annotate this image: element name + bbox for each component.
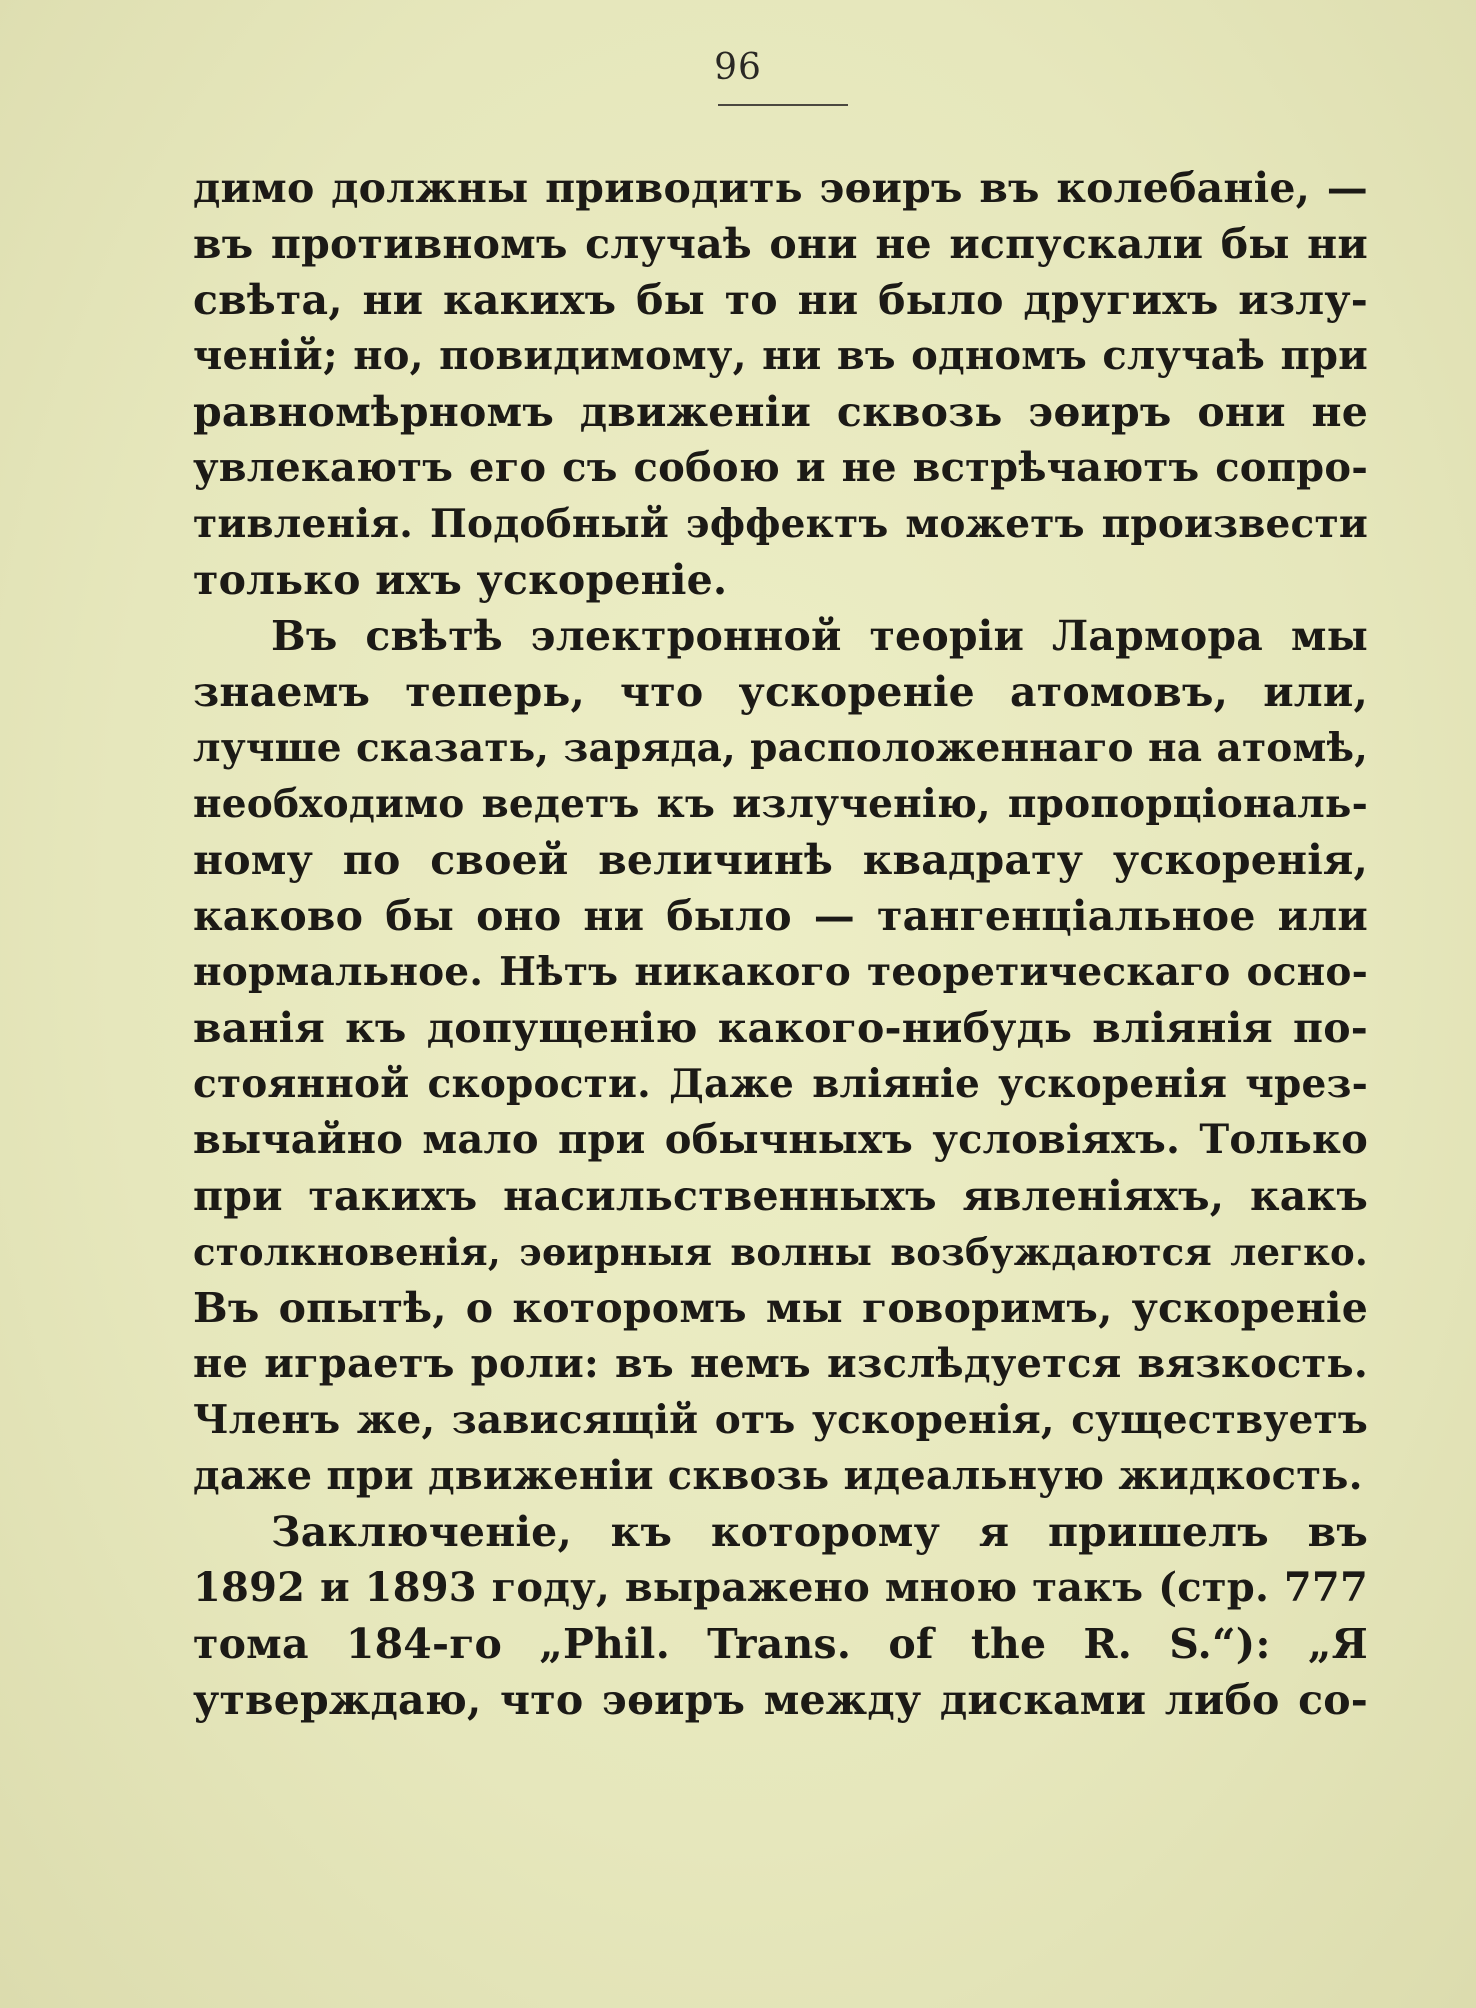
text-line: Членъ же, зависящій отъ ускоренія, существуетъ xyxy=(193,1397,1368,1443)
page-header xyxy=(0,46,1476,90)
text-line: Заключеніе, къ которому я пришелъ въ xyxy=(271,1508,1368,1556)
text-line: только ихъ ускореніе. xyxy=(193,556,728,604)
page-number: 96 xyxy=(714,47,762,88)
text-line: тома 184-го „Phil. Trans. of the R. S.“): „Я xyxy=(193,1620,1368,1668)
text-line: равномѣрномъ движеніи сквозь эѳиръ они не xyxy=(193,388,1368,436)
text-line: Въ опытѣ, о которомъ мы говоримъ, ускореніе xyxy=(193,1284,1368,1332)
text-line: тивленія. Подобный эффектъ можетъ произвести xyxy=(193,501,1368,547)
text-line: нормальное. Нѣтъ никакого теоретическаго осно- xyxy=(193,949,1368,995)
text-line: вычайно мало при обычныхъ условіяхъ. Только xyxy=(193,1116,1368,1163)
text-line: ченій; но, повидимому, ни въ одномъ случаѣ при xyxy=(193,332,1368,379)
text-line: знаемъ теперь, что ускореніе атомовъ, или, xyxy=(193,668,1368,716)
text-line: стоянной скорости. Даже вліяніе ускоренія чрез- xyxy=(193,1061,1368,1107)
text-line: свѣта, ни какихъ бы то ни было другихъ излу- xyxy=(193,276,1368,324)
text-line: лучше сказать, заряда, расположеннаго на атомѣ, xyxy=(193,725,1368,771)
text-line: утверждаю, что эѳиръ между дисками либо со- xyxy=(193,1676,1368,1724)
text-line: димо должны приводить эѳиръ въ колебаніе, — xyxy=(193,164,1368,212)
text-line: въ противномъ случаѣ они не испускали бы ни xyxy=(193,220,1368,268)
text-line: Въ свѣтѣ электронной теоріи Лармора мы xyxy=(271,612,1368,660)
text-line: ванія къ допущенію какого-нибудь вліянія по- xyxy=(193,1004,1368,1052)
text-line: при такихъ насильственныхъ явленіяхъ, какъ xyxy=(193,1172,1368,1220)
body-text xyxy=(193,160,1368,1728)
text-line: даже при движеніи сквозь идеальную жидкость. xyxy=(193,1452,1363,1499)
text-line: 1892 и 1893 году, выражено мною такъ (стр. 777 xyxy=(193,1564,1368,1611)
text-line: увлекаютъ его съ собою и не встрѣчаютъ сопро- xyxy=(193,444,1368,491)
text-line: необходимо ведетъ къ излученію, пропорціональ- xyxy=(193,781,1368,827)
text-line: столкновенія, эѳирныя волны возбуждаются легко. xyxy=(193,1230,1368,1274)
header-rule xyxy=(718,104,848,106)
text-line: каково бы оно ни было — тангенціальное или xyxy=(193,892,1368,940)
text-line: не играетъ роли: въ немъ изслѣдуется вязкость. xyxy=(193,1340,1368,1387)
text-line: ному по своей величинѣ квадрату ускоренія, xyxy=(193,836,1368,884)
